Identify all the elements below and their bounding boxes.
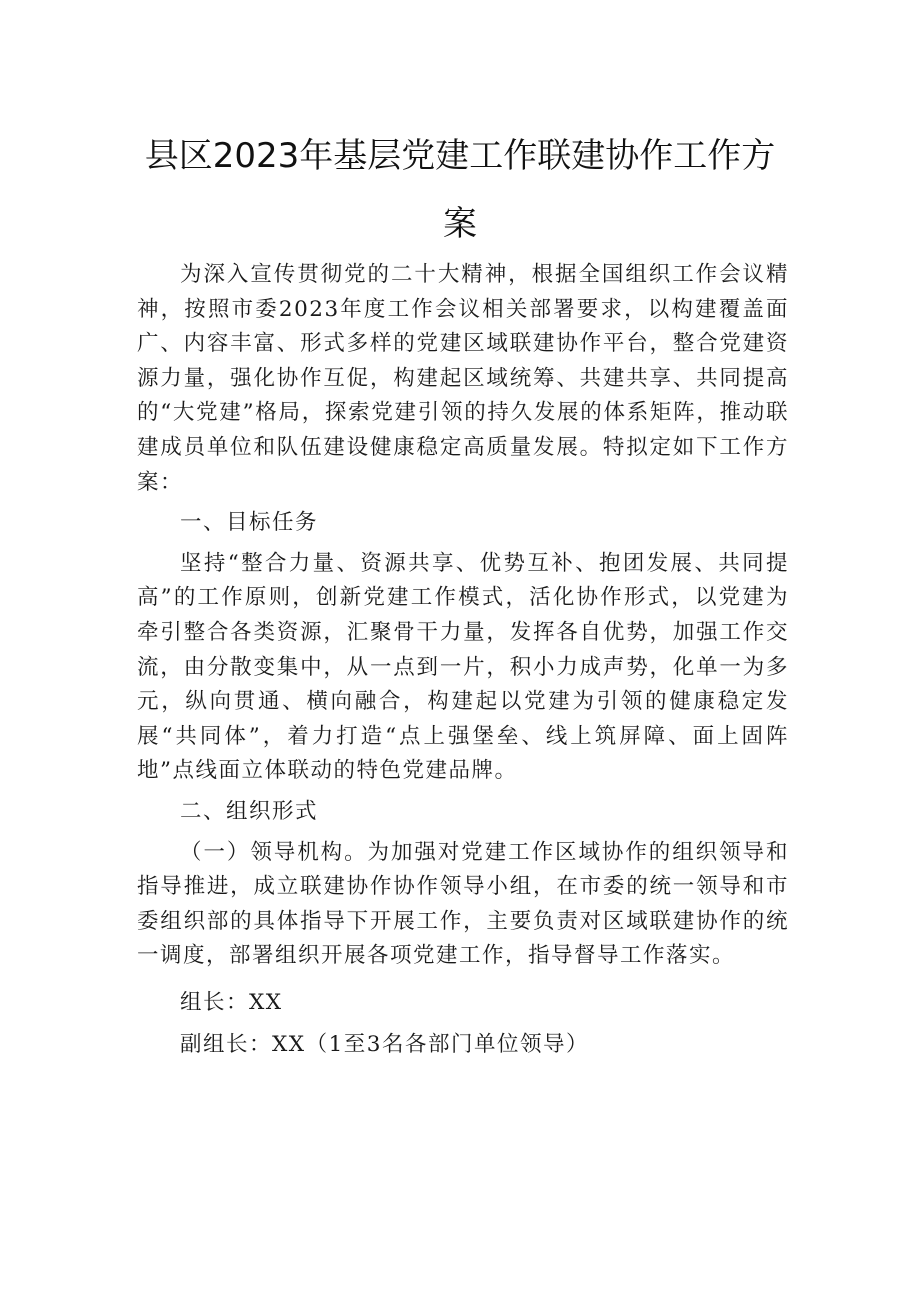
section-2-subsection-1-paragraph: （一）领导机构。为加强对党建工作区域协作的组织领导和指导推进，成立联建协作协作领导小组，在市委的统一领导和市委组织部的具体指导下开展工作，主要负责对区域联建协作的统一调度，部署组织开展各项党建工作，指导督导工作落实。 — [137, 839, 789, 969]
section-2-heading: 二、组织形式 — [180, 798, 319, 824]
document-title-line-2: 案 — [443, 204, 477, 244]
document-body — [137, 258, 789, 1063]
deputy-leader-line: 副组长：XX（1至3名各部门单位领导） — [180, 1032, 589, 1058]
leader-line: 组长：XX — [180, 989, 283, 1015]
section-1-heading: 一、目标任务 — [180, 510, 319, 536]
intro-paragraph: 为深入宣传贯彻党的二十大精神，根据全国组织工作会议精神，按照市委2023年度工作会议相关部署要求，以构建覆盖面广、内容丰富、形式多样的党建区域联建协作平台，整合党建资源力量，强化协作互促，构建起区域统筹、共建共享、共同提高的“大党建”格局，探索党建引领的持久发展的体系矩阵，推动联建成员单位和队伍建设健康稳定高质量发展。特拟定如下工作方案： — [137, 262, 789, 495]
section-1-paragraph: 坚持“整合力量、资源共享、优势互补、抱团发展、共同提高”的工作原则，创新党建工作模式，活化协作形式，以党建为牵引整合各类资源，汇聚骨干力量，发挥各自优势，加强工作交流，由分散变集中，从一点到一片，积小力成声势，化单一为多元，纵向贯通、横向融合，构建起以党建为引领的健康稳定发展“共同体”，着力打造“点上强堡垒、线上筑屏障、面上固阵地”点线面立体联动的特色党建品牌。 — [137, 550, 789, 784]
document-title-line-1: 县区2023年基层党建工作联建协作工作方 — [144, 136, 776, 176]
